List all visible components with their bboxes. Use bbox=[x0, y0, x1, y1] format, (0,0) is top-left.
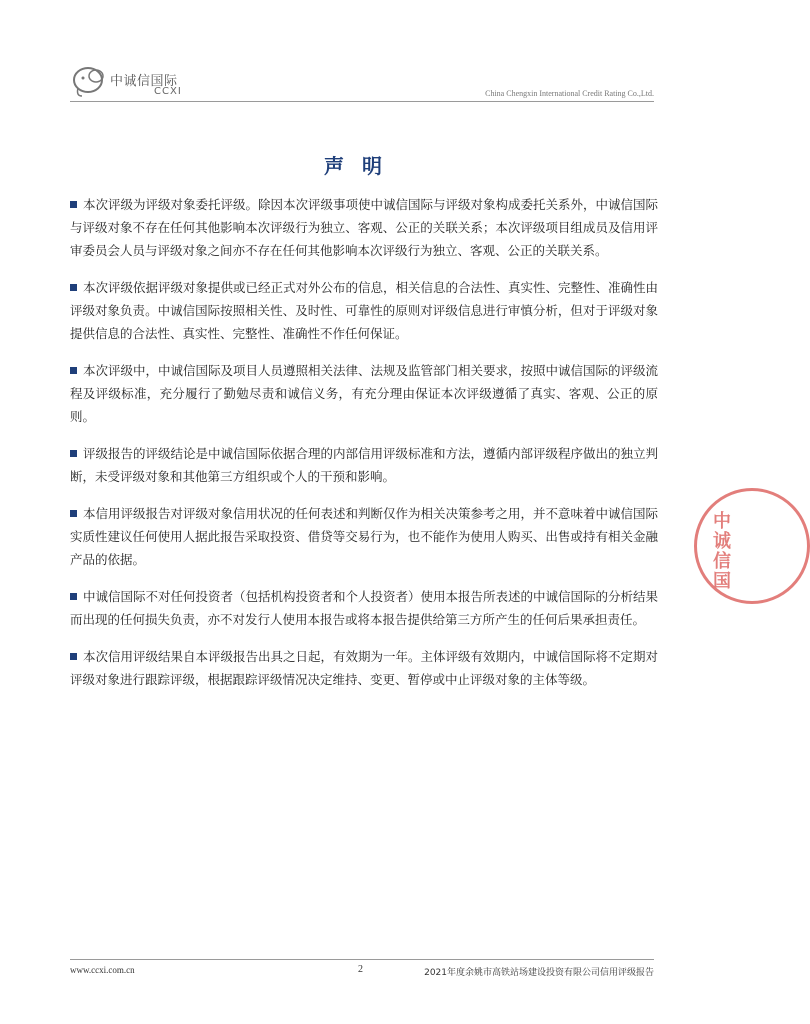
bullet-square-icon bbox=[70, 284, 77, 291]
statement-paragraph bbox=[70, 502, 658, 571]
header-divider bbox=[70, 101, 654, 102]
bullet-square-icon bbox=[70, 367, 77, 374]
bullet-square-icon bbox=[70, 653, 77, 660]
statement-paragraph bbox=[70, 193, 658, 262]
logo-cn-text: 中诚信国际 bbox=[110, 74, 178, 89]
statement-paragraph bbox=[70, 645, 658, 691]
statement-paragraph bbox=[70, 585, 658, 631]
ccxi-logo bbox=[70, 64, 210, 104]
paragraph-text: 本次评级依据评级对象提供或已经正式对外公布的信息，相关信息的合法性、真实性、完整性、准确性由评级对象负责。中诚信国际按照相关性、及时性、可靠性的原则对评级信息进行审慎分析，但对于评级对象提供信息的合法性、真实性、完整性、准确性不作任何保证。 bbox=[70, 280, 659, 341]
statement-paragraph bbox=[70, 359, 658, 428]
footer-website: www.ccxi.com.cn bbox=[70, 965, 135, 975]
statement-paragraph bbox=[70, 276, 658, 345]
footer-divider bbox=[70, 959, 654, 960]
paragraph-text: 本信用评级报告对评级对象信用状况的任何表述和判断仅作为相关决策参考之用，并不意味着中诚信国际实质性建议任何使用人据此报告采取投资、借贷等交易行为，也不能作为使用人购买、出售或持有相关金融产品的依据。 bbox=[70, 506, 659, 567]
bullet-square-icon bbox=[70, 201, 77, 208]
paragraph-text: 评级报告的评级结论是中诚信国际依据合理的内部信用评级标准和方法，遵循内部评级程序做出的独立判断，未受评级对象和其他第三方组织或个人的干预和影响。 bbox=[70, 446, 659, 484]
paragraph-text: 中诚信国际不对任何投资者（包括机构投资者和个人投资者）使用本报告所表述的中诚信国际的分析结果而出现的任何损失负责，亦不对发行人使用本报告或将本报告提供给第三方所产生的任何后果承担责任。 bbox=[70, 589, 659, 627]
page-number: 2 bbox=[358, 964, 363, 975]
statement-body bbox=[70, 193, 658, 705]
bullet-square-icon bbox=[70, 450, 77, 457]
header-company-name: China Chengxin International Credit Rating Co.,Ltd. bbox=[485, 89, 654, 98]
page-title: 声明 bbox=[324, 154, 400, 178]
paragraph-text: 本次信用评级结果自本评级报告出具之日起，有效期为一年。主体评级有效期内，中诚信国际将不定期对评级对象进行跟踪评级，根据跟踪评级情况决定维持、变更、暂停或中止评级对象的主体等级。 bbox=[70, 649, 659, 687]
red-seal-stamp bbox=[694, 488, 810, 604]
stamp-text: 中诚信国 bbox=[710, 511, 731, 591]
bullet-square-icon bbox=[70, 593, 77, 600]
elephant-logo-icon bbox=[70, 64, 110, 100]
paragraph-text: 本次评级为评级对象委托评级。除因本次评级事项使中诚信国际与评级对象构成委托关系外，中诚信国际与评级对象不存在任何其他影响本次评级行为独立、客观、公正的关联关系；本次评级项目组成员及信用评审委员会人员与评级对象之间亦不存在任何其他影响本次评级行为独立、客观、公正的关联关系。 bbox=[70, 197, 659, 258]
statement-paragraph bbox=[70, 442, 658, 488]
footer-report-title: 2021年度余姚市高铁站场建设投资有限公司信用评级报告 bbox=[424, 968, 654, 978]
logo-en-text: CCXI bbox=[154, 86, 182, 97]
paragraph-text: 本次评级中，中诚信国际及项目人员遵照相关法律、法规及监管部门相关要求，按照中诚信国际的评级流程及评级标准，充分履行了勤勉尽责和诚信义务，有充分理由保证本次评级遵循了真实、客观、公正的原则。 bbox=[70, 363, 659, 424]
bullet-square-icon bbox=[70, 510, 77, 517]
